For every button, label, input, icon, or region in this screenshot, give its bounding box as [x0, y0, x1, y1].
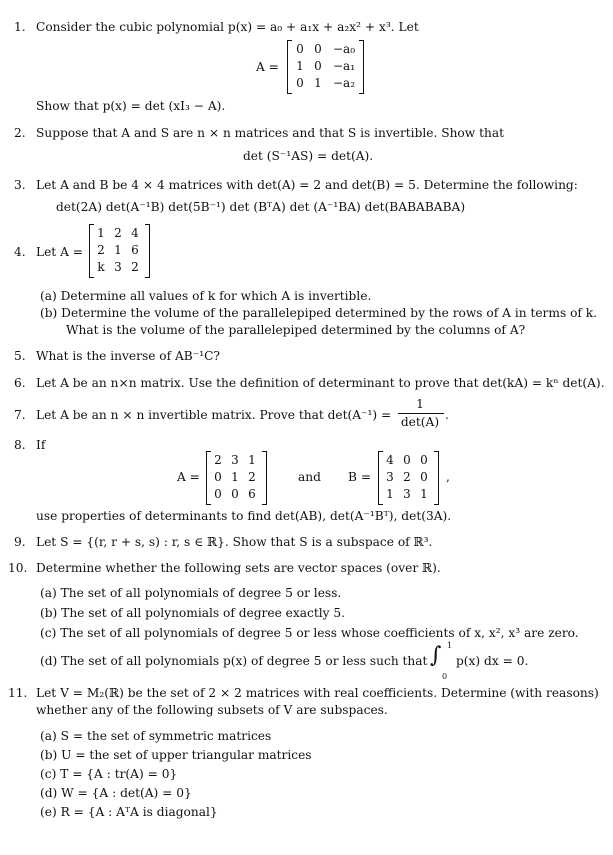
matrix-cell: 2: [131, 260, 139, 274]
matrix-cell: 6: [131, 243, 139, 257]
problem-9-text: Let S = {(r, r + s, s) : r, s ∈ ℝ}. Show that S is a subspace of ℝ³.: [36, 535, 433, 549]
problem-7-fraction-bar: [398, 413, 444, 414]
matrix-cell: 0: [420, 453, 428, 467]
problem-8-matrix-a: [206, 451, 270, 505]
matrix-cell: k: [97, 260, 105, 274]
problem-8-matrix-a-label: A =: [177, 470, 200, 484]
problem-4-text: Let A =: [36, 245, 83, 259]
problem-1-text: Consider the cubic polynomial p(x) = a₀ + a₁x + a₂x² + x³. Let: [36, 20, 419, 34]
integral-lower-limit: 0: [442, 672, 448, 681]
matrix-cell: 1: [97, 226, 105, 240]
problem-11-number: 11.: [8, 686, 28, 700]
problem-11-text-cont: whether any of the following subsets of V are subspaces.: [36, 703, 388, 717]
problem-6-number: 6.: [14, 376, 26, 390]
problem-10-number: 10.: [8, 561, 28, 575]
matrix-cell: 1: [231, 470, 239, 484]
problem-7-text: Let A be an n × n invertible matrix. Prove that det(A⁻¹) =: [36, 408, 392, 422]
matrix-cell: 0: [214, 470, 222, 484]
matrix-cell: 3: [403, 487, 411, 501]
problem-10-part-d: (d) The set of all polynomials p(x) of degree 5 or less such that: [40, 654, 428, 668]
matrix-cell: 0: [296, 42, 304, 56]
matrix-cell: 3: [114, 260, 122, 274]
problem-1-matrix: [287, 40, 367, 94]
problem-8-matrix-b-label: B =: [348, 470, 372, 484]
matrix-cell: 2: [214, 453, 222, 467]
problem-8-matrix-b: [378, 451, 442, 505]
problem-10-text: Determine whether the following sets are vector spaces (over ℝ).: [36, 561, 441, 575]
problem-7-number: 7.: [14, 408, 26, 422]
matrix-cell: −a₁: [332, 59, 356, 73]
matrix-cell: 4: [386, 453, 394, 467]
problem-5-number: 5.: [14, 349, 26, 363]
problem-5-text: What is the inverse of AB⁻¹C?: [36, 349, 220, 363]
matrix-cell: 0: [231, 487, 239, 501]
matrix-cell: 0: [214, 487, 222, 501]
problem-4-matrix: [89, 224, 153, 278]
matrix-cell: 1: [114, 243, 122, 257]
problem-6-text: Let A be an n×n matrix. Use the definition of determinant to prove that det(kA) = kⁿ det(A).: [36, 376, 605, 390]
problem-11-part-b: (b) U = the set of upper triangular matrices: [40, 748, 312, 762]
problem-3-number: 3.: [14, 178, 26, 192]
problem-2-text: Suppose that A and S are n × n matrices and that S is invertible. Show that: [36, 126, 504, 140]
problem-9-number: 9.: [14, 535, 26, 549]
problem-1-conclusion: Show that p(x) = det (xI₃ − A).: [36, 99, 226, 113]
matrix-cell: 1: [296, 59, 304, 73]
integral-upper-limit: 1: [447, 641, 453, 650]
integral-sign-icon: ∫: [430, 643, 442, 668]
problem-8-comma: ,: [446, 470, 450, 484]
matrix-cell: 1: [420, 487, 428, 501]
problem-4-part-b-cont: What is the volume of the parallelepiped determined by the columns of A?: [66, 323, 526, 337]
matrix-cell: −a₀: [332, 42, 356, 56]
matrix-cell: 0: [314, 59, 322, 73]
problem-11-part-e: (e) R = {A : AᵀA is diagonal}: [40, 805, 218, 819]
problem-4-part-a: (a) Determine all values of k for which A is invertible.: [40, 289, 372, 303]
problem-8-conclusion: use properties of determinants to find det(AB), det(A⁻¹Bᵀ), det(3A).: [36, 509, 452, 523]
matrix-cell: 1: [248, 453, 256, 467]
problem-3-text: Let A and B be 4 × 4 matrices with det(A) = 2 and det(B) = 5. Determine the following:: [36, 178, 578, 192]
problem-1-matrix-label: A =: [256, 60, 279, 74]
matrix-cell: −a₂: [332, 76, 356, 90]
matrix-cell: 3: [231, 453, 239, 467]
problem-10-part-a: (a) The set of all polynomials of degree 5 or less.: [40, 586, 342, 600]
problem-11-part-c: (c) T = {A : tr(A) = 0}: [40, 767, 178, 781]
matrix-cell: 6: [248, 487, 256, 501]
problem-7-fraction-numerator: 1: [416, 397, 424, 411]
problem-1-number: 1.: [14, 20, 26, 34]
problem-3-display: det(2A) det(A⁻¹B) det(5B⁻¹) det (BᵀA) det (A⁻¹BA) det(BABABABA): [56, 200, 466, 214]
problem-7-period: .: [445, 408, 449, 422]
matrix-cell: 0: [314, 42, 322, 56]
matrix-cell: 3: [386, 470, 394, 484]
problem-4-number: 4.: [14, 245, 26, 259]
problem-10-integral-body: p(x) dx = 0.: [456, 654, 529, 668]
problem-11-text: Let V = M₂(ℝ) be the set of 2 × 2 matrices with real coefficients. Determine (with reasons): [36, 686, 599, 700]
matrix-cell: 2: [403, 470, 411, 484]
problem-7-fraction-denominator: det(A): [400, 415, 440, 429]
matrix-cell: 4: [131, 226, 139, 240]
matrix-cell: 0: [420, 470, 428, 484]
problem-10-part-b: (b) The set of all polynomials of degree exactly 5.: [40, 606, 346, 620]
problem-10-part-c: (c) The set of all polynomials of degree 5 or less whose coefficients of x, x², x³ are zero.: [40, 626, 579, 640]
matrix-cell: 0: [403, 453, 411, 467]
problem-8-text: If: [36, 438, 46, 452]
problem-11-part-a: (a) S = the set of symmetric matrices: [40, 729, 272, 743]
problem-2-display: det (S⁻¹AS) = det(A).: [243, 149, 374, 163]
problem-11-part-d: (d) W = {A : det(A) = 0}: [40, 786, 192, 800]
matrix-cell: 2: [248, 470, 256, 484]
problem-8-and: and: [298, 470, 321, 484]
matrix-cell: 1: [314, 76, 322, 90]
matrix-cell: 0: [296, 76, 304, 90]
problem-2-number: 2.: [14, 126, 26, 140]
matrix-cell: 2: [114, 226, 122, 240]
matrix-cell: 1: [386, 487, 394, 501]
problem-4-part-b: (b) Determine the volume of the parallelepiped determined by the rows of A in terms of k.: [40, 306, 598, 320]
matrix-cell: 2: [97, 243, 105, 257]
problem-8-number: 8.: [14, 438, 26, 452]
